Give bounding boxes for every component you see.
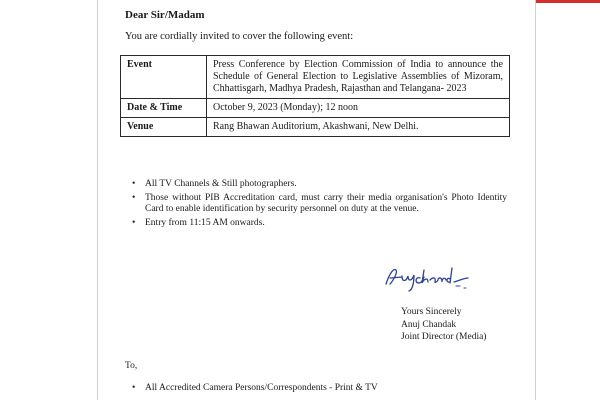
event-label: Event (121, 56, 207, 99)
recipient-text: All Accredited Camera Persons/Correspondents - Print & TV (145, 383, 378, 393)
table-row (121, 99, 510, 118)
signatory-name: Anuj Chandak (401, 319, 457, 330)
intro-text: You are cordially invited to cover the following event: (125, 31, 354, 42)
event-details-table (120, 55, 510, 137)
table-row (121, 56, 510, 99)
note-text: All TV Channels & Still photographers. (145, 179, 297, 189)
date-time-value: October 9, 2023 (Monday); 12 noon (207, 99, 510, 118)
signatory-designation: Joint Director (Media) (401, 332, 487, 342)
closing-block (401, 306, 486, 344)
bullet-icon: • (132, 383, 136, 393)
bullet-icon: • (132, 218, 136, 228)
recipients-list (132, 383, 512, 394)
list-item (132, 193, 507, 215)
bullet-icon: • (132, 193, 136, 203)
note-text: Entry from 11:15 AM onwards. (145, 218, 265, 228)
greeting: Dear Sir/Madam (125, 9, 205, 21)
event-value: Press Conference by Election Commission of India to announce the Schedule of General Election to Legislative Assemblies of Mizoram, Chhattisgarh, Madhya Pradesh, Rajasthan and Telangana- 2023 (207, 56, 510, 99)
venue-label: Venue (121, 118, 207, 137)
to-label: To, (125, 361, 138, 371)
notes-list (132, 179, 507, 232)
table-row (121, 118, 510, 137)
handwritten-signature (380, 262, 476, 294)
list-item (132, 218, 507, 229)
note-text: Those without PIB Accreditation card, must carry their media organisation's Photo Identity Card to enable identification by security personnel on duty at the venue. (145, 193, 507, 214)
date-time-label: Date & Time (121, 99, 207, 118)
venue-value: Rang Bhawan Auditorium, Akashwani, New Delhi. (207, 118, 510, 137)
letter-page (97, 0, 536, 400)
bullet-icon: • (132, 179, 136, 189)
list-item (132, 179, 507, 190)
list-item (132, 383, 512, 394)
valediction: Yours Sincerely (401, 307, 462, 317)
